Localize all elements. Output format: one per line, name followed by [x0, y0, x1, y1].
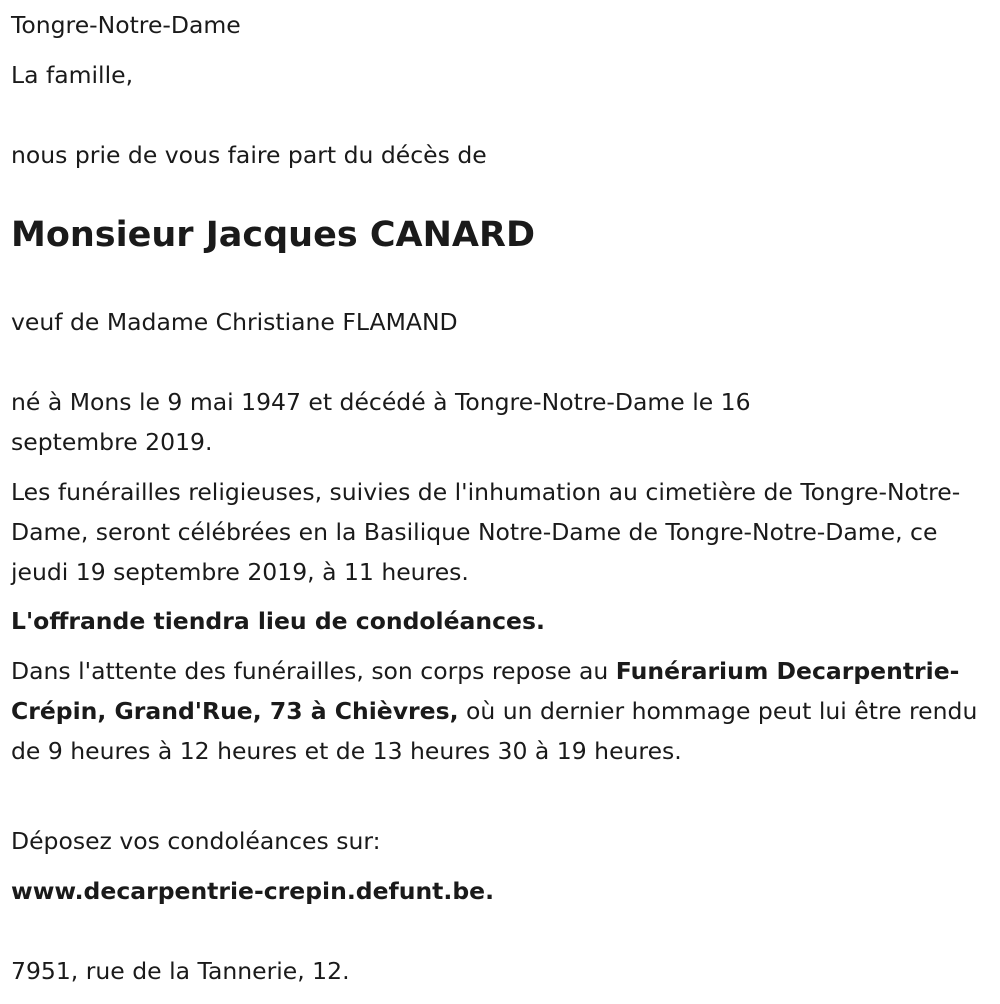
deceased-name: Monsieur Jacques CANARD: [11, 215, 535, 255]
condolences-url[interactable]: www.decarpentrie-crepin.defunt.be.: [11, 877, 495, 905]
funeral-home-name: Funérarium Decarpentrie-Crépin, Grand'Rue, 73 à Chièvres,: [11, 657, 960, 725]
announcement-text: nous prie de vous faire part du décès de: [11, 141, 487, 169]
spouse-line: veuf de Madame Christiane FLAMAND: [11, 308, 458, 336]
condolences-label: Déposez vos condoléances sur:: [11, 827, 381, 855]
location-line: Tongre-Notre-Dame: [11, 11, 241, 39]
viewing-intro: Dans l'attente des funérailles, son corps repose au: [11, 657, 616, 685]
birth-death-text: né à Mons le 9 mai 1947 et décédé à Tongre-Notre-Dame le 16 septembre 2019.: [11, 388, 751, 456]
funeral-info: Les funérailles religieuses, suivies de l'inhumation au cimetière de Tongre-Notre-Dame, seront célébrées en la Basilique Notre-Dame de Tongre-Notre-Dame, ce jeudi 19 septembre 2019, à 11 heures.: [11, 478, 961, 586]
family-intro: La famille,: [11, 61, 134, 89]
offering-note: L'offrande tiendra lieu de condoléances.: [11, 607, 545, 635]
address-line: 7951, rue de la Tannerie, 12.: [11, 957, 350, 985]
viewing-hours: où un dernier hommage peut lui être rendu de 9 heures à 12 heures et de 13 heures 30 à 19 heures.: [11, 697, 978, 765]
viewing-info: [11, 651, 991, 771]
